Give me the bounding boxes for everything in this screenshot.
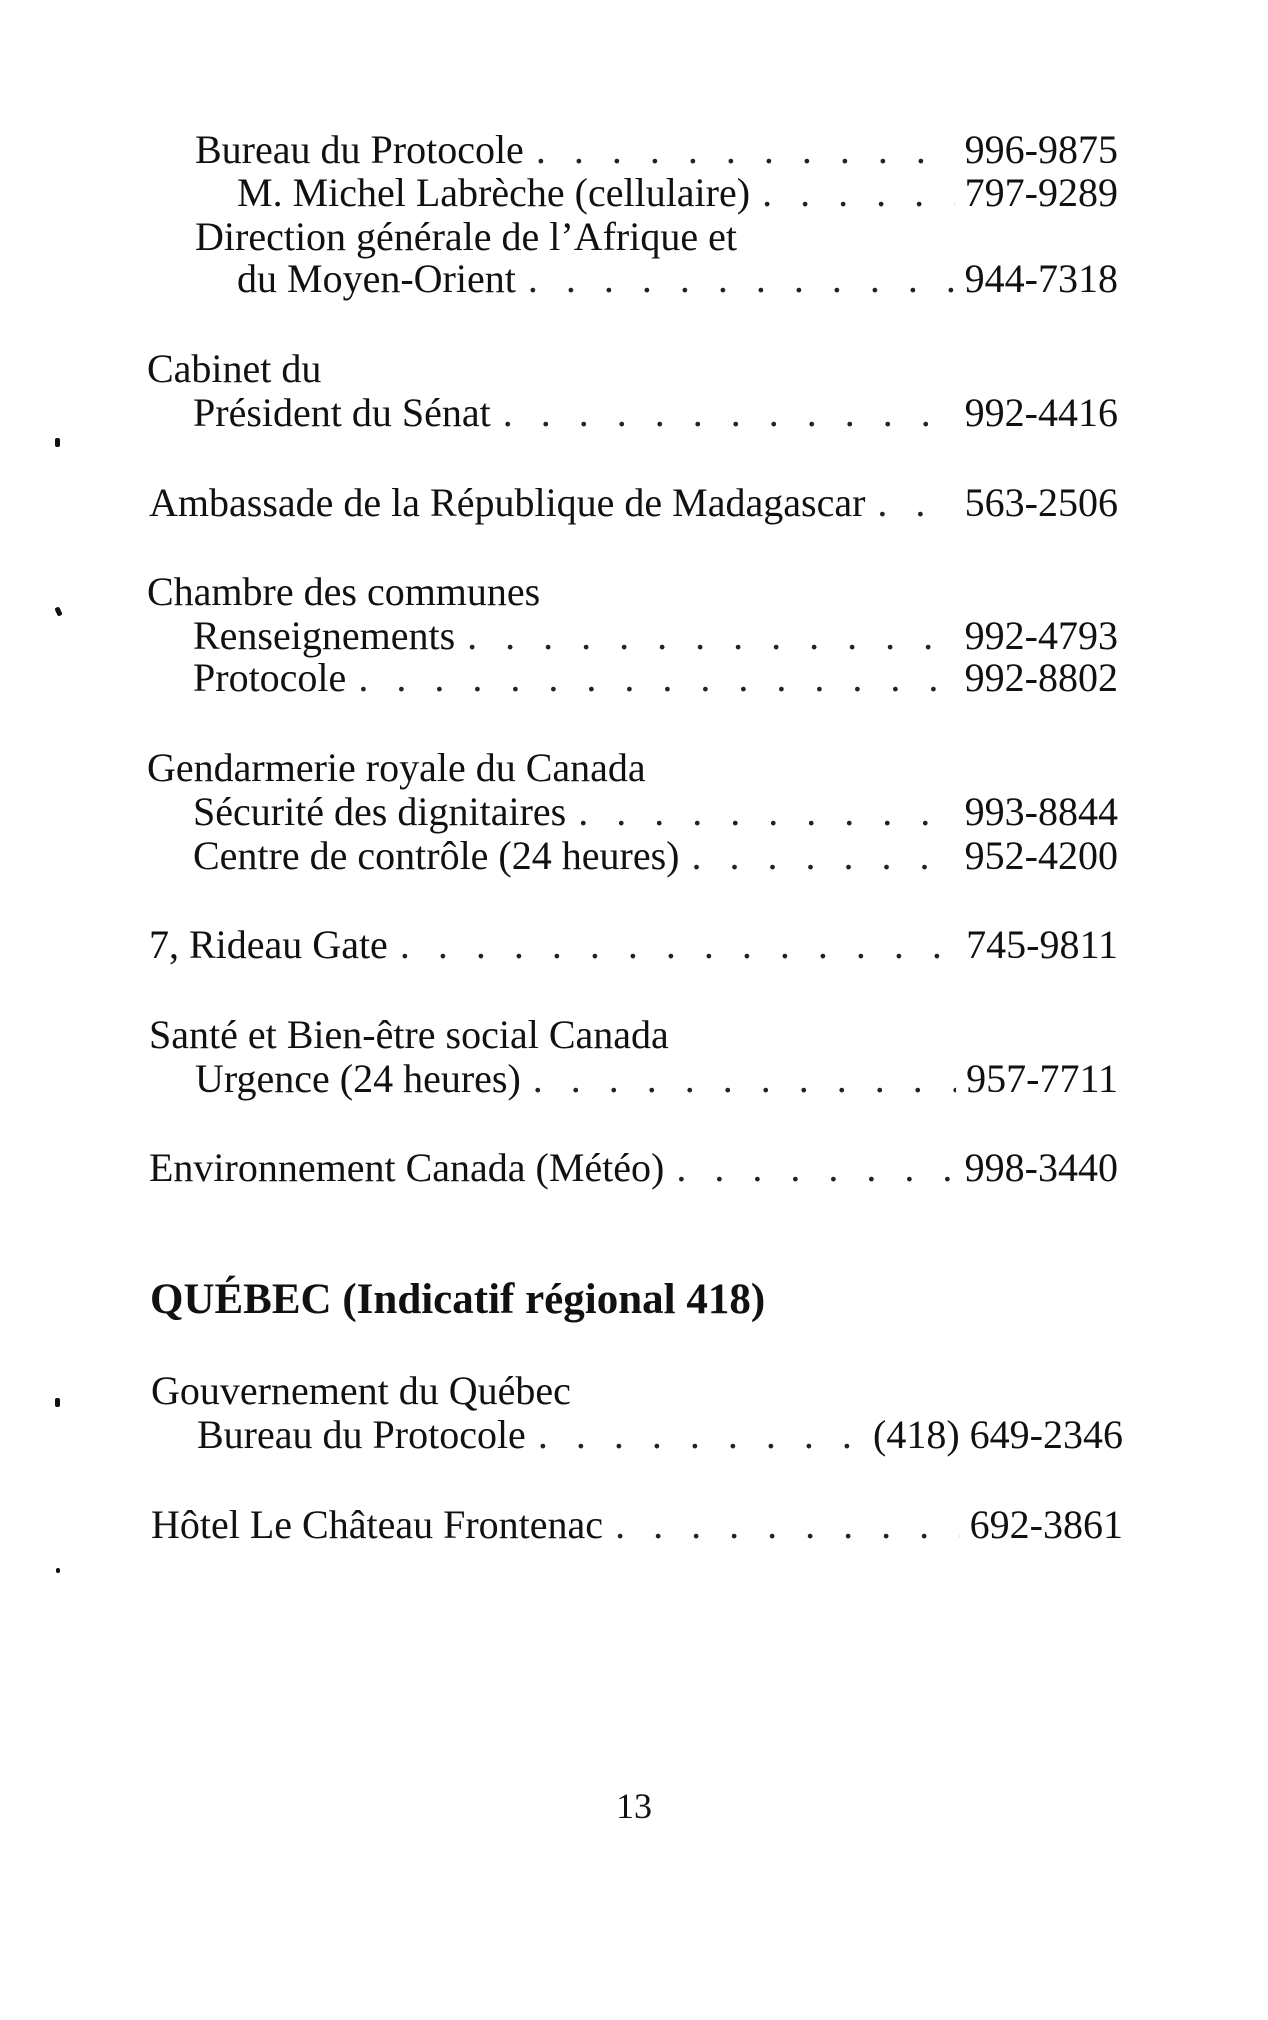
directory-entry	[195, 128, 1118, 172]
entry-label: Sécurité des dignitaires	[193, 789, 567, 834]
directory-entry	[237, 171, 1118, 215]
directory-entry	[149, 481, 1118, 525]
dot-leader	[503, 391, 955, 435]
entry-label: Bureau du Protocole	[197, 1412, 526, 1457]
directory-entry	[147, 570, 540, 614]
entry-phone: 797-9289	[964, 170, 1118, 215]
entry-label: Gouvernement du Québec	[151, 1368, 571, 1413]
entry-phone: 952-4200	[964, 833, 1118, 878]
entry-label: Hôtel Le Château Frontenac	[151, 1502, 604, 1547]
entry-label: Ambassade de la République de Madagascar	[149, 480, 866, 525]
dot-leader	[615, 1503, 960, 1547]
directory-entry	[195, 215, 737, 259]
dot-leader	[877, 481, 954, 525]
directory-entry	[193, 834, 1118, 878]
directory-entry	[193, 656, 1118, 700]
directory-entry	[149, 1146, 1118, 1190]
entry-phone: (418) 649-2346	[873, 1412, 1123, 1457]
entry-label: Direction générale de l’Afrique et	[195, 214, 737, 259]
directory-entry	[197, 1413, 1123, 1457]
scan-mark	[55, 438, 60, 447]
entry-label: Cabinet du	[147, 346, 322, 391]
scan-mark	[56, 1568, 60, 1573]
page-number: 13	[616, 1786, 652, 1826]
entry-label: Environnement Canada (Météo)	[149, 1145, 665, 1190]
directory-entry	[151, 1369, 571, 1413]
directory-entry	[149, 1013, 669, 1057]
entry-phone: 745-9811	[966, 922, 1118, 967]
section-heading: QUÉBEC (Indicatif régional 418)	[150, 1276, 766, 1323]
entry-phone: 992-4416	[964, 390, 1118, 435]
dot-leader	[762, 171, 955, 215]
directory-entry	[193, 614, 1118, 658]
entry-phone: 998-3440	[964, 1145, 1118, 1190]
scan-mark	[54, 606, 62, 616]
entry-phone: 692-3861	[969, 1502, 1123, 1547]
entry-phone: 944-7318	[964, 256, 1118, 301]
directory-entry	[193, 391, 1118, 435]
entry-label: M. Michel Labrèche (cellulaire)	[237, 170, 751, 215]
entry-label: Urgence (24 heures)	[195, 1056, 521, 1101]
entry-label: Santé et Bien-être social Canada	[149, 1012, 669, 1057]
entry-phone: 563-2506	[964, 480, 1118, 525]
directory-entry	[193, 790, 1118, 834]
dot-leader	[676, 1146, 954, 1190]
directory-entry	[147, 746, 646, 790]
entry-label: Bureau du Protocole	[195, 127, 524, 172]
directory-entry	[147, 347, 321, 391]
entry-phone: 992-8802	[964, 655, 1118, 700]
dot-leader	[536, 128, 955, 172]
dot-leader	[533, 1057, 956, 1101]
entry-label: Protocole	[193, 655, 347, 700]
directory-entry	[237, 257, 1118, 301]
scan-mark	[55, 1398, 60, 1407]
entry-label: du Moyen-Orient	[237, 256, 516, 301]
entry-label: Président du Sénat	[193, 390, 491, 435]
entry-label: Gendarmerie royale du Canada	[147, 745, 646, 790]
dot-leader	[467, 614, 955, 658]
directory-entry	[195, 1057, 1118, 1101]
entry-phone: 996-9875	[964, 127, 1118, 172]
dot-leader	[400, 923, 956, 967]
dot-leader	[358, 656, 954, 700]
dot-leader	[691, 834, 954, 878]
dot-leader	[538, 1413, 863, 1457]
entry-label: 7, Rideau Gate	[149, 922, 388, 967]
entry-label: Centre de contrôle (24 heures)	[193, 833, 680, 878]
entry-phone: 993-8844	[964, 789, 1118, 834]
directory-entry	[151, 1503, 1123, 1547]
directory-entry	[149, 923, 1118, 967]
entry-label: Chambre des communes	[147, 569, 541, 614]
dot-leader	[578, 790, 954, 834]
dot-leader	[528, 257, 955, 301]
entry-label: Renseignements	[193, 613, 456, 658]
entry-phone: 957-7711	[966, 1056, 1118, 1101]
entry-phone: 992-4793	[964, 613, 1118, 658]
